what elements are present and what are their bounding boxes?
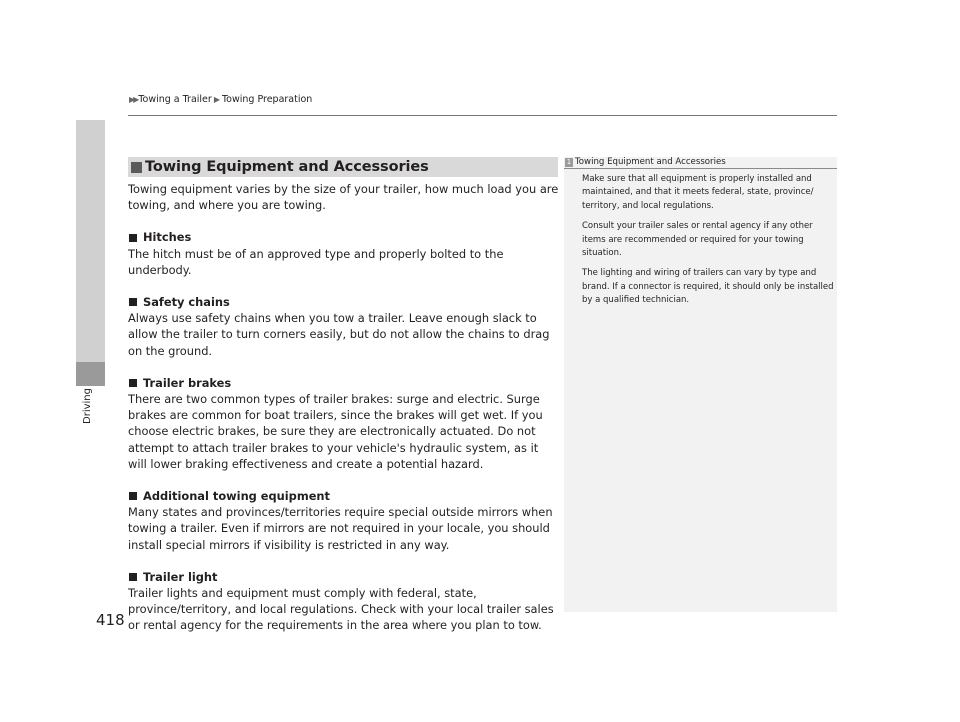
subsection-heading-text: Additional towing equipment (143, 489, 330, 504)
header-rule (128, 115, 837, 116)
sidebar-paragraph: Make sure that all equipment is properly installed and maintained, and that it meets federal, state, province/ territory, and local regulations. (582, 174, 814, 211)
subsection-text: There are two common types of trailer brakes: surge and electric. Surge brakes are common for boat trailers, since the brakes will get wet. If you choose electric brakes, be sure they are electronically actuated. Do not attempt to attach trailer brakes to your vehicle's hydraulic system, as it will lower braking effectiveness and create a potential hazard. (128, 392, 543, 471)
reference-number-icon: 1 (566, 157, 572, 166)
subsection-text: The hitch must be of an approved type and properly bolted to the underbody. (128, 246, 504, 277)
subsection-safety-chains (128, 294, 560, 359)
sidebar-note-header (565, 157, 837, 167)
subsection-heading (128, 488, 560, 504)
section-header (128, 157, 558, 177)
subsection-trailer-brakes (128, 375, 560, 472)
section-title: Towing Equipment and Accessories (145, 159, 429, 175)
square-bullet-icon (129, 492, 137, 500)
square-bullet-icon (129, 234, 137, 242)
breadcrumb-item-towing-a-trailer[interactable]: Towing a Trailer (138, 94, 212, 105)
sidebar-paragraph: Consult your trailer sales or rental agency if any other items are recommended or required for your towing situation. (582, 221, 813, 259)
subsection-text: Trailer lights and equipment must comply with federal, state, province/territory, and local regulations. Check with your local trailer sales or rental agency for the requirements in the area where you plan to tow. (128, 586, 554, 633)
subsection-text: Many states and provinces/territories require special outside mirrors when towing a trailer. Even if mirrors are not required in your locale, you should install special mirrors if visibility is restricted in any way. (128, 505, 553, 552)
subsection-hitches (128, 229, 560, 278)
section-square-icon (131, 162, 142, 173)
sidebar-paragraph: The lighting and wiring of trailers can vary by type and brand. If a connector is required, it should only be installed by a qualified technician. (582, 268, 834, 306)
sidebar-note-title[interactable]: Towing Equipment and Accessories (575, 157, 726, 167)
square-bullet-icon (129, 379, 137, 387)
chapter-tab (76, 120, 105, 386)
subsection-heading-text: Trailer brakes (143, 375, 232, 390)
sidebar-note-body (582, 173, 834, 315)
main-content (128, 181, 560, 634)
subsection-text: Always use safety chains when you tow a trailer. Leave enough slack to allow the trailer to turn corners easily, but do not allow the chains to drag on the ground. (128, 311, 550, 358)
square-bullet-icon (129, 298, 137, 306)
arrow-icon: ▶ (213, 95, 220, 104)
subsection-trailer-light (128, 569, 560, 634)
chapter-tab-label-wrap (78, 388, 104, 436)
subsection-heading (128, 375, 560, 391)
subsection-additional-towing-equipment (128, 488, 560, 553)
breadcrumb-item-towing-preparation[interactable]: Towing Preparation (221, 94, 313, 105)
square-bullet-icon (129, 573, 137, 581)
section-intro: Towing equipment varies by the size of your trailer, how much load you are towing, and where you are towing. (128, 182, 559, 213)
chapter-tab-label[interactable]: Driving (82, 388, 93, 424)
breadcrumb (128, 94, 312, 105)
sidebar-rule (564, 168, 837, 169)
page-number: 418 (96, 611, 125, 629)
subsection-heading-text: Trailer light (143, 569, 218, 584)
subsection-heading-text: Hitches (143, 230, 192, 245)
subsection-heading (128, 229, 560, 245)
subsection-heading-text: Safety chains (143, 295, 230, 310)
chapter-tab-marker (76, 362, 105, 386)
double-arrow-icon: ▶▶ (129, 95, 138, 104)
subsection-heading (128, 294, 560, 310)
subsection-heading (128, 569, 560, 585)
